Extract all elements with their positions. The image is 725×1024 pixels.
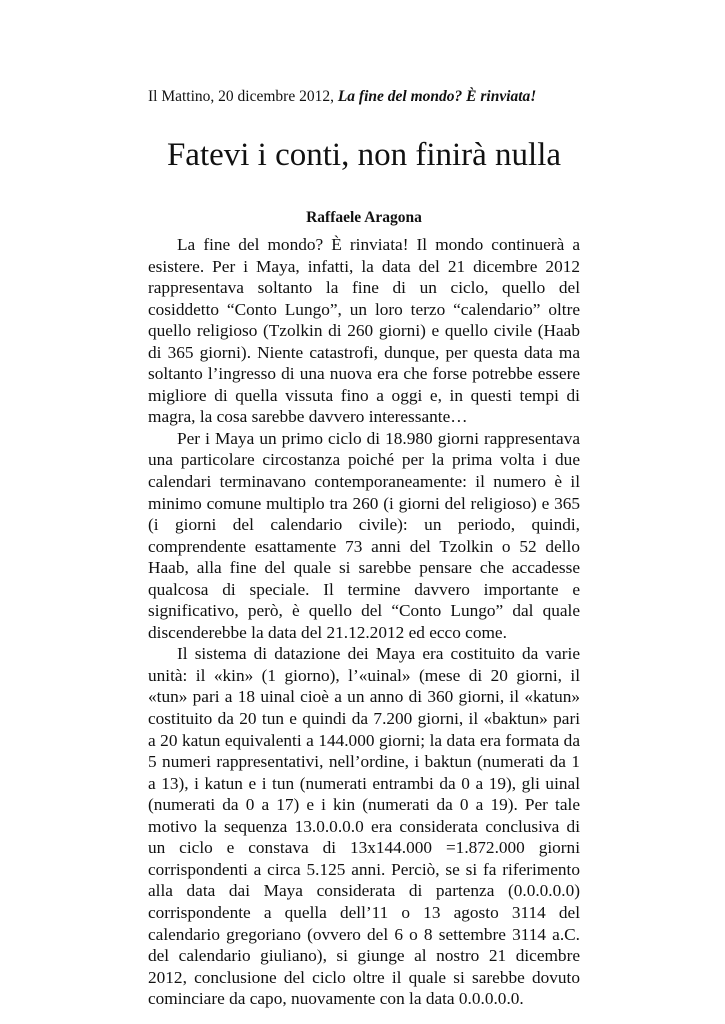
article-body [148,234,580,1010]
paragraph-intro: La fine del mondo? È rinviata! Il mondo continuerà a esistere. Per i Maya, infatti, la data del 21 dicembre 2012 rappresentava soltanto la fine di un ciclo, quello del cosiddetto “Conto Lungo”, un loro terzo “calendario” oltre quello religioso (Tzolkin di 260 giorni) e quello civile (Haab di 365 giorni). Niente catastrofi, dunque, per questa data ma soltanto l’ingresso di una nuova era che forse potrebbe essere migliore di quella vissuta fino a oggi e, in questi tempi di magra, la cosa sarebbe davvero interessante… [148,235,580,427]
source-citation [148,87,536,107]
author-name: Raffaele Aragona [306,209,422,226]
paragraph-first-cycle: Per i Maya un primo ciclo di 18.980 giorni rappresentava una particolare circostanza poiché per la prima volta i due calendari terminavano contemporaneamente: il numero è il minimo comune multiplo tra 260 (i giorni del religioso) e 365 (i giorni del calendario civile): un periodo, quindi, comprendente esattamente 73 anni del Tzolkin o 52 dello Haab, alla fine del quale si sarebbe pensare che accadesse qualcosa di speciale. Il termine davvero importante e significativo, però, è quello del “Conto Lungo” dal quale discenderebbe la data del 21.12.2012 ed ecco come. [148,428,580,642]
paragraph-dating-system: Il sistema di datazione dei Maya era costituito da varie unità: il «kin» (1 giorno), l’«uinal» (mese di 20 giorni, il «tun» pari a 18 uinal cioè a un anno di 360 giorni, il «katun» costituito da 20 tun e quindi da 7.200 giorni, il «baktun» pari a 20 katun equivalenti a 144.000 giorni; la data era formata da 5 numeri rappresentativi, nell’ordine, i baktun (numerati da 1 a 13), i katun e i tun (numerati entrambi da 0 a 19), gli uinal (numerati da 0 a 17) e i kin (numerati da 0 a 19). Per tale motivo la sequenza 13.0.0.0.0 era considerata conclusiva di un ciclo e constava di 13x144.000 =1.872.000 giorni corrispondenti a circa 5.125 anni. Perciò, se si fa riferimento alla data dai Maya considerata di partenza (0.0.0.0.0) corrispondente a quella dell’11 o 13 agosto 3114 del calendario gregoriano (ovvero del 6 o 8 settembre 3114 a.C. del calendario giuliano), si giunge al nostro 21 dicembre 2012, conclusione del ciclo oltre il quale si sarebbe dovuto cominciare da capo, nuovamente con la data 0.0.0.0.0. [148,644,580,1009]
source-article-title: La fine del mondo? È rinviata! [337,88,537,105]
source-prefix: Il Mattino, 20 dicembre 2012, [148,88,338,105]
page-title: Fatevi i conti, non finirà nulla [166,137,562,173]
